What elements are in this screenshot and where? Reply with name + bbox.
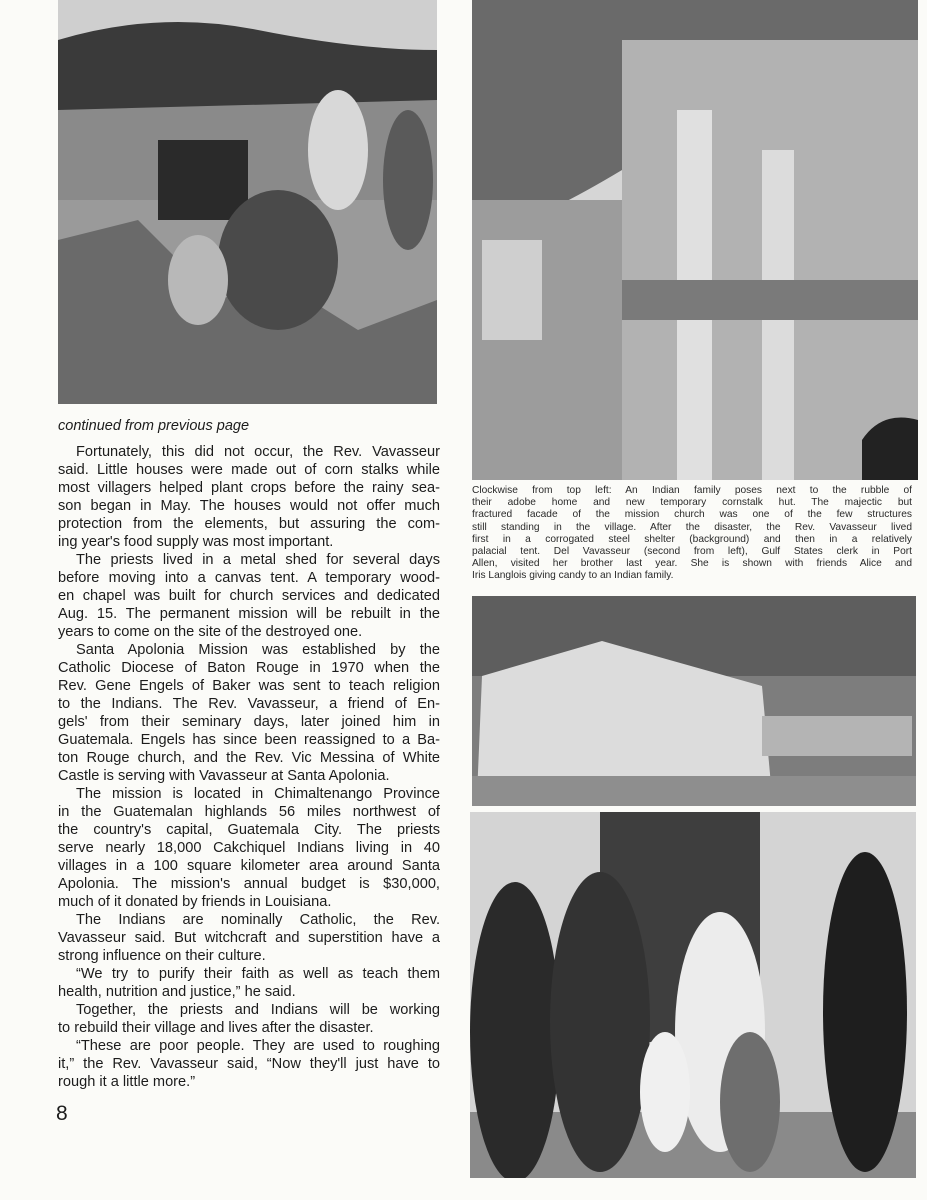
text-line: in the Guatemalan highlands 56 miles northwest of xyxy=(58,804,440,820)
text-line: most villagers helped plant crops before the rainy sea- xyxy=(58,480,440,496)
text-line: before moving into a canvas tent. A temporary wood- xyxy=(58,570,440,586)
paragraph xyxy=(58,641,440,785)
text-line: to rebuild their village and lives after the disaster. xyxy=(58,1020,374,1036)
text-line: Vavasseur said. But witchcraft and superstition have a xyxy=(58,930,440,946)
photo-mission-church-facade xyxy=(472,0,918,480)
text-line: Castle is serving with Vavasseur at Santa Apolonia. xyxy=(58,768,390,784)
text-line: to the Indians. The Rev. Vavasseur, a friend of En- xyxy=(58,696,440,712)
text-line: Santa Apolonia Mission was established by the xyxy=(76,642,440,658)
paragraph xyxy=(58,443,440,551)
text-line: serve nearly 18,000 Cakchiquel Indians living in 40 xyxy=(58,840,440,856)
paragraph xyxy=(58,965,440,1001)
caption-line: palacial tent. Del Vavasseur (second from left), Gulf States clerk in Port xyxy=(472,546,912,558)
caption-line: Iris Langlois giving candy to an Indian family. xyxy=(472,570,674,582)
paragraph xyxy=(58,551,440,641)
caption-line: their adobe home and new temporary cornstalk hut. The majectic but xyxy=(472,497,912,509)
article-body xyxy=(58,443,440,1091)
caption-line: Allen, visited her brother last year. She is shown with friends Alice and xyxy=(472,558,912,570)
text-line: years to come on the site of the destroyed one. xyxy=(58,624,363,640)
text-line: rough it a little more.” xyxy=(58,1074,196,1090)
text-line: said. Little houses were made out of corn stalks while xyxy=(58,462,440,478)
photo-canvas-tent xyxy=(472,596,916,806)
caption-line: still standing in the village. After the disaster, the Rev. Vavasseur lived xyxy=(472,521,912,533)
paragraph xyxy=(58,1037,440,1091)
text-line: strong influence on their culture. xyxy=(58,948,266,964)
text-line: Apolonia. The mission's annual budget is $30,000, xyxy=(58,876,440,892)
paragraph xyxy=(58,1001,440,1037)
photo-group-giving-candy xyxy=(470,812,916,1178)
paragraph xyxy=(58,785,440,911)
text-line: gels' from their seminary days, later joined him in xyxy=(58,714,440,730)
text-line: The Indians are nominally Catholic, the Rev. xyxy=(76,912,440,928)
text-line: The mission is located in Chimaltenango Province xyxy=(76,786,440,802)
photo-caption xyxy=(472,485,912,583)
text-line: much of it donated by friends in Louisiana. xyxy=(58,894,332,910)
text-line: health, nutrition and justice,” he said. xyxy=(58,984,296,1000)
caption-line: Clockwise from top left: An Indian family poses next to the rubble of xyxy=(472,485,912,496)
text-line: son began in May. The houses would not offer much xyxy=(58,498,440,514)
text-line: Together, the priests and Indians will be working xyxy=(76,1002,440,1018)
text-line: protection from the elements, but assuring the com- xyxy=(58,516,440,532)
photo-indian-family-rubble xyxy=(58,0,437,404)
text-line: “We try to purify their faith as well as teach them xyxy=(76,966,440,982)
text-line: the country's capital, Guatemala City. The priests xyxy=(58,822,440,838)
continued-label: continued from previous page xyxy=(58,418,250,434)
text-line: The priests lived in a metal shed for several days xyxy=(76,552,440,568)
page-number: 8 xyxy=(56,1102,68,1125)
text-line: it,” the Rev. Vavasseur said, “Now they'll just have to xyxy=(58,1056,440,1072)
text-line: ton Rouge church, and the Rev. Vic Messina of White xyxy=(58,750,440,766)
text-line: Rev. Gene Engels of Baker was sent to teach religion xyxy=(58,678,440,694)
text-line: en chapel was built for church services and dedicated xyxy=(58,588,440,604)
paragraph xyxy=(58,911,440,965)
text-line: ing year's food supply was most important. xyxy=(58,534,334,550)
text-line: Fortunately, this did not occur, the Rev. Vavasseur xyxy=(76,444,440,460)
text-line: Catholic Diocese of Baton Rouge in 1970 when the xyxy=(58,660,440,676)
text-line: Guatemala. Engels has since been reassigned to a Ba- xyxy=(58,732,440,748)
text-line: Aug. 15. The permanent mission will be rebuilt in the xyxy=(58,606,440,622)
text-line: “These are poor people. They are used to roughing xyxy=(76,1038,440,1054)
caption-line: first in a corrogated steel shelter (background) and then in a relatively xyxy=(472,533,912,545)
caption-line: fractured facade of the mission church was one of the few structures xyxy=(472,509,912,521)
text-line: villages in a 100 square kilometer area around Santa xyxy=(58,858,440,874)
